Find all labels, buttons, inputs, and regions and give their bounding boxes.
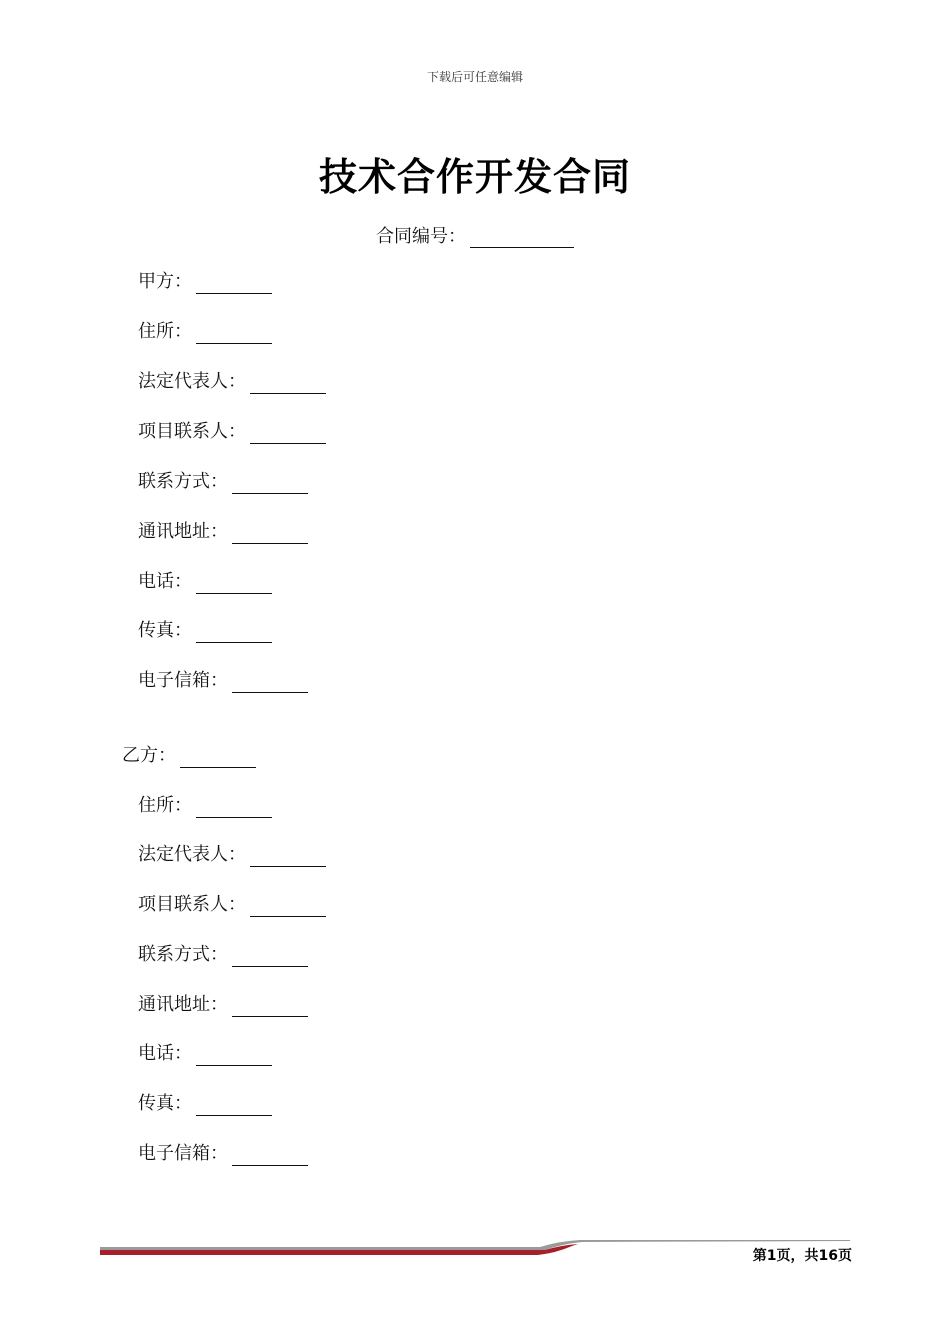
party-a-mailing-address-field bbox=[138, 520, 308, 544]
page-number: 第1页，共16页 bbox=[752, 1248, 852, 1264]
field-label: 电话： bbox=[138, 571, 192, 592]
field-blank bbox=[250, 848, 326, 867]
field-blank bbox=[232, 998, 308, 1017]
party-a-phone-field bbox=[138, 570, 272, 594]
field-label: 通讯地址： bbox=[138, 521, 228, 542]
field-label: 联系方式： bbox=[138, 944, 228, 965]
field-blank bbox=[232, 525, 308, 544]
field-blank bbox=[250, 375, 326, 394]
contract-number-blank bbox=[470, 227, 574, 248]
party-a-legal-rep-field bbox=[138, 370, 326, 394]
field-label: 项目联系人： bbox=[138, 421, 246, 442]
party-b-contact-method-field bbox=[138, 943, 308, 967]
party-a-name-blank bbox=[196, 275, 272, 294]
party-a-email-field bbox=[138, 669, 308, 693]
field-blank bbox=[196, 575, 272, 594]
field-blank bbox=[196, 1097, 272, 1116]
field-label: 法定代表人： bbox=[138, 844, 246, 865]
field-label: 电子信箱： bbox=[138, 670, 228, 691]
field-label: 通讯地址： bbox=[138, 994, 228, 1015]
field-blank bbox=[250, 425, 326, 444]
header-note: 下载后可任意编辑 bbox=[426, 70, 523, 84]
party-b-name-label: 乙方： bbox=[122, 745, 176, 766]
party-b-name-blank bbox=[180, 749, 256, 768]
field-label: 电话： bbox=[138, 1043, 192, 1064]
field-label: 传真： bbox=[138, 620, 192, 641]
field-blank bbox=[250, 898, 326, 917]
party-a-fax-field bbox=[138, 619, 272, 643]
field-blank bbox=[232, 1147, 308, 1166]
field-label: 联系方式： bbox=[138, 471, 228, 492]
field-blank bbox=[232, 475, 308, 494]
party-a-project-contact-field bbox=[138, 420, 326, 444]
party-b-address-field bbox=[138, 794, 272, 818]
contract-number bbox=[0, 222, 950, 248]
field-blank bbox=[196, 799, 272, 818]
field-blank bbox=[196, 1047, 272, 1066]
field-blank bbox=[196, 325, 272, 344]
contract-number-label: 合同编号： bbox=[376, 226, 466, 247]
field-label: 法定代表人： bbox=[138, 371, 246, 392]
field-blank bbox=[196, 624, 272, 643]
field-blank bbox=[232, 948, 308, 967]
party-b-fax-field bbox=[138, 1092, 272, 1116]
field-label: 住所： bbox=[138, 795, 192, 816]
footer-swoosh-gray bbox=[100, 1240, 850, 1250]
party-a-name-field bbox=[138, 270, 272, 294]
party-a-contact-method-field bbox=[138, 470, 308, 494]
field-label: 项目联系人： bbox=[138, 894, 246, 915]
party-b-mailing-address-field bbox=[138, 993, 308, 1017]
field-label: 住所： bbox=[138, 321, 192, 342]
party-a-name-label: 甲方： bbox=[138, 271, 192, 292]
document-title: 技术合作开发合同 bbox=[318, 155, 631, 199]
field-label: 传真： bbox=[138, 1093, 192, 1114]
field-label: 电子信箱： bbox=[138, 1143, 228, 1164]
party-b-legal-rep-field bbox=[138, 843, 326, 867]
party-b-email-field bbox=[138, 1142, 308, 1166]
party-a-address-field bbox=[138, 320, 272, 344]
party-b-phone-field bbox=[138, 1042, 272, 1066]
party-b-name-field bbox=[122, 744, 256, 768]
field-blank bbox=[232, 674, 308, 693]
party-b-project-contact-field bbox=[138, 893, 326, 917]
